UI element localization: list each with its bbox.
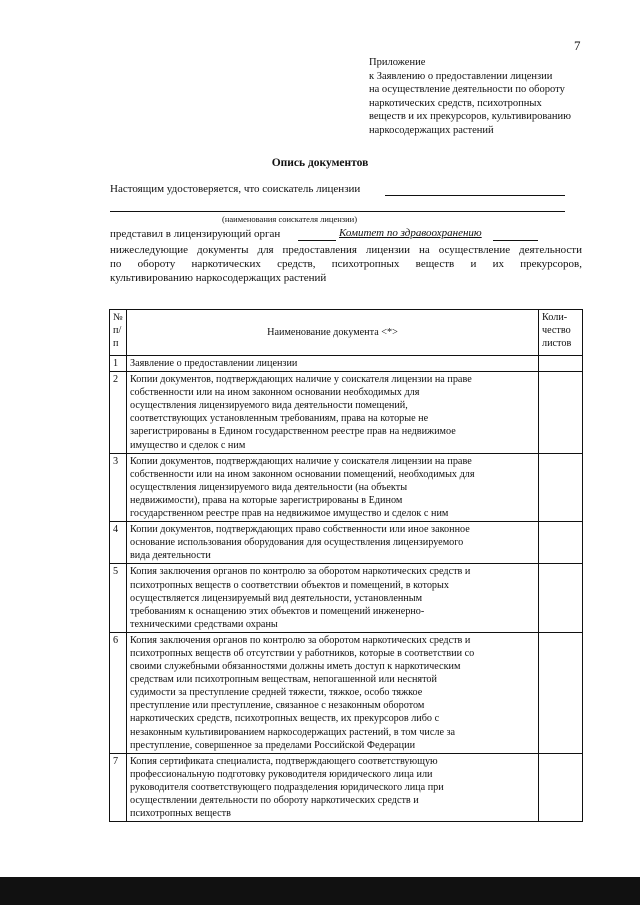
- row-document-name: [127, 522, 539, 564]
- row-text-line: имущество и сделок с ним: [130, 439, 246, 451]
- row-text-line: осуществляется лицензируемый вид деятельности, установленным: [130, 592, 423, 604]
- documents-table: [109, 309, 583, 822]
- appendix-line: к Заявлению о предоставлении лицензии: [369, 70, 553, 82]
- row-document-name: [127, 372, 539, 454]
- row-text-line: психотропных веществ о соответствии объектов и помещений, в которых: [130, 579, 449, 591]
- row-number: 3: [110, 453, 127, 521]
- table-row: [110, 453, 583, 521]
- appendix-note: [369, 56, 619, 138]
- appendix-line: веществ и их прекурсоров, культивированию: [369, 111, 571, 123]
- row-sheet-count: [539, 522, 583, 564]
- page-number: 7: [574, 38, 581, 53]
- row-text-line: средствам или психотропным веществам, непогашенной или неснятой: [130, 674, 437, 686]
- row-number: 4: [110, 522, 127, 564]
- row-text-line: профессиональную подготовку руководителя юридического лица или: [130, 768, 433, 780]
- row-text-line: вида деятельности: [130, 550, 211, 562]
- table-header-row: [110, 310, 583, 356]
- row-sheet-count: [539, 453, 583, 521]
- row-number: 5: [110, 564, 127, 632]
- row-text-line: своими служебными обязанностями должны иметь доступ к наркотическим: [130, 661, 461, 673]
- table-row: [110, 356, 583, 372]
- row-text-line: Копии документов, подтверждающих наличие у соискателя лицензии на праве: [130, 455, 472, 467]
- licensing-organ: Комитет по здравоохранению: [339, 227, 482, 239]
- row-text-line: Заявление о предоставлении лицензии: [130, 358, 298, 369]
- row-sheet-count: [539, 564, 583, 632]
- intro-body-line: нижеследующие документы для предоставления лицензии на осуществление деятельности: [110, 244, 582, 256]
- applicant-name-field: [385, 195, 565, 196]
- row-document-name: [127, 564, 539, 632]
- row-sheet-count: [539, 372, 583, 454]
- row-text-line: соответствующих установленным требованиям, права на которые не: [130, 413, 429, 425]
- row-text-line: осуществления лицензируемого вида деятельности (на объекты: [130, 481, 408, 493]
- organ-underline-left: [298, 240, 336, 241]
- table-row: [110, 753, 583, 821]
- row-text-line: преступление или преступление, связанное с незаконным оборотом: [130, 700, 425, 712]
- row-text-line: недвижимости), права на которые зарегистрированы в Едином: [130, 494, 403, 506]
- row-text-line: наркотических средств, психотропных веществ, их прекурсоров либо с: [130, 713, 440, 725]
- row-text-line: Копия сертификата специалиста, подтверждающего соответствующую: [130, 755, 438, 767]
- applicant-name-field-line2: [110, 211, 565, 212]
- header-number-line: №: [113, 312, 123, 323]
- presented-prefix: представил в лицензирующий орган: [110, 228, 281, 240]
- organ-underline-right: [493, 240, 538, 241]
- intro-line: Настоящим удостоверяется, что соискатель лицензии: [110, 183, 361, 195]
- row-number: 6: [110, 632, 127, 753]
- row-text-line: требованиям к оснащению этих объектов и помещений инженерно-: [130, 605, 425, 617]
- row-text-line: осуществлении деятельности по обороту наркотических средств и: [130, 795, 419, 806]
- header-count-line: чество: [542, 325, 571, 337]
- row-text-line: осуществления лицензируемого вида деятельности помещений,: [130, 400, 408, 412]
- row-text-line: Копии документов, подтверждающих право собственности или иное законное: [130, 524, 470, 536]
- row-text-line: собственности или на ином законном основании помещений, необходимых для: [130, 468, 475, 480]
- row-document-name: [127, 453, 539, 521]
- footer-dark-band: [0, 877, 640, 905]
- row-document-name: [127, 753, 539, 821]
- row-text-line: собственности или на ином законном основании необходимых для: [130, 387, 420, 399]
- appendix-line: на осуществление деятельности по обороту: [369, 84, 565, 96]
- appendix-line: наркотических средств, психотропных: [369, 97, 542, 109]
- row-text-line: психотропных веществ об отсутствии у работников, которые в соответствии со: [130, 647, 475, 659]
- row-sheet-count: [539, 356, 583, 372]
- table-row: [110, 564, 583, 632]
- applicant-caption: (наименования соискателя лицензии): [222, 214, 358, 224]
- table-row: [110, 632, 583, 753]
- row-number: 2: [110, 372, 127, 454]
- row-text-line: государственном реестре прав на недвижимое имущество и сделок с ним: [130, 508, 449, 520]
- intro-body-line: культивированию наркосодержащих растений: [110, 272, 327, 284]
- header-number: [110, 310, 127, 356]
- row-document-name: [127, 356, 539, 372]
- table-row: [110, 372, 583, 454]
- header-count-line: Коли-: [542, 312, 568, 323]
- row-text-line: руководителя соответствующего подразделения юридического лица при: [130, 781, 444, 793]
- row-text-line: судимости за преступление средней тяжести, тяжкое, особо тяжкое: [130, 687, 423, 699]
- appendix-line: Приложение: [369, 57, 426, 68]
- row-text-line: основание использования оборудования для осуществления лицензируемого: [130, 537, 464, 549]
- table-row: [110, 522, 583, 564]
- row-number: 1: [110, 356, 127, 372]
- row-number: 7: [110, 753, 127, 821]
- row-text-line: преступление, совершенное за пределами Российской Федерации: [130, 739, 416, 751]
- header-count-line: листов: [542, 338, 572, 350]
- row-document-name: [127, 632, 539, 753]
- header-sheet-count: [539, 310, 583, 356]
- row-text-line: незаконным культивированием наркосодержащих растений, в том числе за: [130, 726, 456, 738]
- row-sheet-count: [539, 632, 583, 753]
- row-text-line: зарегистрированы в Едином государственном реестре прав на недвижимое: [130, 426, 456, 438]
- row-sheet-count: [539, 753, 583, 821]
- appendix-line: наркосодержащих растений: [369, 124, 494, 136]
- row-text-line: Копия заключения органов по контролю за оборотом наркотических средств и: [130, 634, 471, 646]
- header-number-line: п/п: [113, 325, 122, 350]
- intro-body-line: по обороту наркотических средств, психотропных веществ и их прекурсоров,: [110, 258, 582, 270]
- row-text-line: Копии документов, подтверждающих наличие у соискателя лицензии на праве: [130, 374, 472, 386]
- document-title: Опись документов: [271, 157, 369, 169]
- row-text-line: техническими средствами охраны: [130, 618, 278, 630]
- header-document-name: Наименование документа <*>: [127, 310, 539, 356]
- row-text-line: Копия заключения органов по контролю за оборотом наркотических средств и: [130, 566, 471, 578]
- row-text-line: психотропных веществ: [130, 808, 231, 820]
